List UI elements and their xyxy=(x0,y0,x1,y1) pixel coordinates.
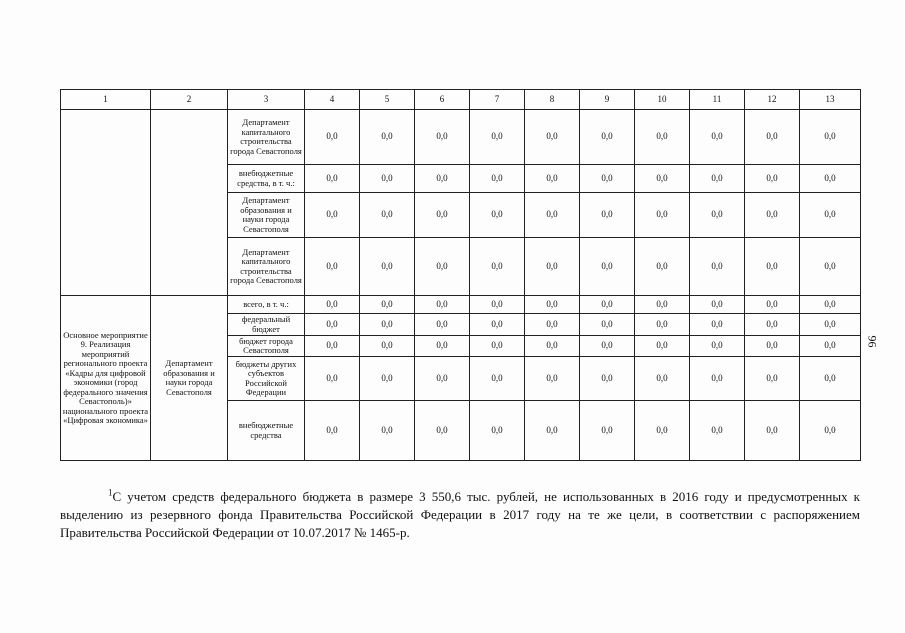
value-cell: 0,0 xyxy=(690,357,745,401)
budget-table xyxy=(60,89,861,461)
value-cell: 0,0 xyxy=(690,314,745,336)
value-cell: 0,0 xyxy=(360,314,415,336)
value-cell: 0,0 xyxy=(745,314,800,336)
value-cell: 0,0 xyxy=(305,165,360,193)
value-cell: 0,0 xyxy=(745,357,800,401)
value-cell: 0,0 xyxy=(635,238,690,296)
footnote-marker: 1 xyxy=(108,487,113,498)
header-cell: 4 xyxy=(305,90,360,110)
source-cell: всего, в т. ч.: xyxy=(228,296,305,314)
value-cell: 0,0 xyxy=(360,238,415,296)
value-cell: 0,0 xyxy=(635,193,690,238)
value-cell: 0,0 xyxy=(305,110,360,165)
value-cell: 0,0 xyxy=(415,110,470,165)
value-cell: 0,0 xyxy=(360,193,415,238)
value-cell: 0,0 xyxy=(415,165,470,193)
value-cell: 0,0 xyxy=(635,357,690,401)
value-cell: 0,0 xyxy=(305,357,360,401)
value-cell: 0,0 xyxy=(360,165,415,193)
value-cell: 0,0 xyxy=(305,193,360,238)
value-cell: 0,0 xyxy=(800,336,861,357)
value-cell: 0,0 xyxy=(415,296,470,314)
value-cell: 0,0 xyxy=(525,401,580,461)
value-cell: 0,0 xyxy=(415,193,470,238)
page-number: 96 xyxy=(865,335,880,348)
value-cell: 0,0 xyxy=(690,110,745,165)
value-cell: 0,0 xyxy=(745,110,800,165)
value-cell: 0,0 xyxy=(415,238,470,296)
value-cell: 0,0 xyxy=(800,238,861,296)
value-cell: 0,0 xyxy=(745,193,800,238)
value-cell: 0,0 xyxy=(415,314,470,336)
footnote xyxy=(60,488,860,542)
value-cell: 0,0 xyxy=(305,296,360,314)
value-cell: 0,0 xyxy=(580,357,635,401)
header-cell: 13 xyxy=(800,90,861,110)
value-cell: 0,0 xyxy=(800,193,861,238)
header-cell: 7 xyxy=(470,90,525,110)
value-cell: 0,0 xyxy=(525,238,580,296)
value-cell: 0,0 xyxy=(635,401,690,461)
header-cell: 9 xyxy=(580,90,635,110)
value-cell: 0,0 xyxy=(525,314,580,336)
value-cell: 0,0 xyxy=(580,238,635,296)
value-cell: 0,0 xyxy=(525,357,580,401)
measure-name: Основное мероприятие 9. Реализация мероприятий регионального проекта «Кадры для цифровой экономики (город федерального значения Севастополь)» национального проекта «Цифровая экономика» xyxy=(61,296,151,461)
value-cell: 0,0 xyxy=(800,296,861,314)
value-cell: 0,0 xyxy=(360,110,415,165)
value-cell: 0,0 xyxy=(745,296,800,314)
value-cell: 0,0 xyxy=(745,238,800,296)
value-cell: 0,0 xyxy=(470,336,525,357)
executor-cell-empty xyxy=(151,110,228,296)
value-cell: 0,0 xyxy=(360,357,415,401)
value-cell: 0,0 xyxy=(525,110,580,165)
value-cell: 0,0 xyxy=(800,401,861,461)
value-cell: 0,0 xyxy=(690,238,745,296)
measure-executor: Департамент образования и науки города Севастополя xyxy=(151,296,228,461)
value-cell: 0,0 xyxy=(470,165,525,193)
header-cell: 5 xyxy=(360,90,415,110)
value-cell: 0,0 xyxy=(305,314,360,336)
value-cell: 0,0 xyxy=(470,193,525,238)
source-cell: внебюджетные средства, в т. ч.: xyxy=(228,165,305,193)
value-cell: 0,0 xyxy=(580,336,635,357)
value-cell: 0,0 xyxy=(580,314,635,336)
value-cell: 0,0 xyxy=(525,193,580,238)
value-cell: 0,0 xyxy=(415,336,470,357)
value-cell: 0,0 xyxy=(305,401,360,461)
value-cell: 0,0 xyxy=(635,296,690,314)
value-cell: 0,0 xyxy=(690,193,745,238)
value-cell: 0,0 xyxy=(800,110,861,165)
value-cell: 0,0 xyxy=(690,336,745,357)
table-row xyxy=(61,110,861,165)
value-cell: 0,0 xyxy=(470,296,525,314)
source-cell: внебюджетные средства xyxy=(228,401,305,461)
value-cell: 0,0 xyxy=(745,401,800,461)
value-cell: 0,0 xyxy=(470,238,525,296)
value-cell: 0,0 xyxy=(415,357,470,401)
value-cell: 0,0 xyxy=(360,296,415,314)
value-cell: 0,0 xyxy=(800,357,861,401)
value-cell: 0,0 xyxy=(635,336,690,357)
value-cell: 0,0 xyxy=(800,165,861,193)
source-cell: Департамент капитального строительства города Севастополя xyxy=(228,110,305,165)
value-cell: 0,0 xyxy=(470,314,525,336)
value-cell: 0,0 xyxy=(800,314,861,336)
measure-cell-empty xyxy=(61,110,151,296)
value-cell: 0,0 xyxy=(745,165,800,193)
value-cell: 0,0 xyxy=(360,336,415,357)
header-cell: 12 xyxy=(745,90,800,110)
value-cell: 0,0 xyxy=(580,165,635,193)
value-cell: 0,0 xyxy=(580,401,635,461)
value-cell: 0,0 xyxy=(690,296,745,314)
value-cell: 0,0 xyxy=(690,165,745,193)
value-cell: 0,0 xyxy=(580,110,635,165)
header-cell: 2 xyxy=(151,90,228,110)
value-cell: 0,0 xyxy=(525,165,580,193)
source-cell: бюджеты других субъектов Российской Федерации xyxy=(228,357,305,401)
source-cell: федеральный бюджет xyxy=(228,314,305,336)
footnote-text: С учетом средств федерального бюджета в размере 3 550,6 тыс. рублей, не использованных в 2016 году и предусмотренных к выделению из резервного фонда Правительства Российской Федерации в 2017 году на те же цели, в соответствии с распоряжением Правительства Российской Федерации от 10.07.2017 № 1465-р. xyxy=(60,489,860,540)
value-cell: 0,0 xyxy=(360,401,415,461)
header-row xyxy=(61,90,861,110)
value-cell: 0,0 xyxy=(305,238,360,296)
table-row xyxy=(61,296,861,314)
value-cell: 0,0 xyxy=(470,110,525,165)
value-cell: 0,0 xyxy=(470,357,525,401)
source-cell: Департамент образования и науки города Севастополя xyxy=(228,193,305,238)
header-cell: 10 xyxy=(635,90,690,110)
value-cell: 0,0 xyxy=(635,165,690,193)
header-cell: 6 xyxy=(415,90,470,110)
value-cell: 0,0 xyxy=(525,336,580,357)
value-cell: 0,0 xyxy=(305,336,360,357)
value-cell: 0,0 xyxy=(635,110,690,165)
value-cell: 0,0 xyxy=(635,314,690,336)
value-cell: 0,0 xyxy=(690,401,745,461)
value-cell: 0,0 xyxy=(525,296,580,314)
value-cell: 0,0 xyxy=(580,296,635,314)
source-cell: Департамент капитального строительства города Севастополя xyxy=(228,238,305,296)
value-cell: 0,0 xyxy=(745,336,800,357)
header-cell: 11 xyxy=(690,90,745,110)
header-cell: 8 xyxy=(525,90,580,110)
value-cell: 0,0 xyxy=(415,401,470,461)
value-cell: 0,0 xyxy=(470,401,525,461)
header-cell: 3 xyxy=(228,90,305,110)
source-cell: бюджет города Севастополя xyxy=(228,336,305,357)
value-cell: 0,0 xyxy=(580,193,635,238)
header-cell: 1 xyxy=(61,90,151,110)
